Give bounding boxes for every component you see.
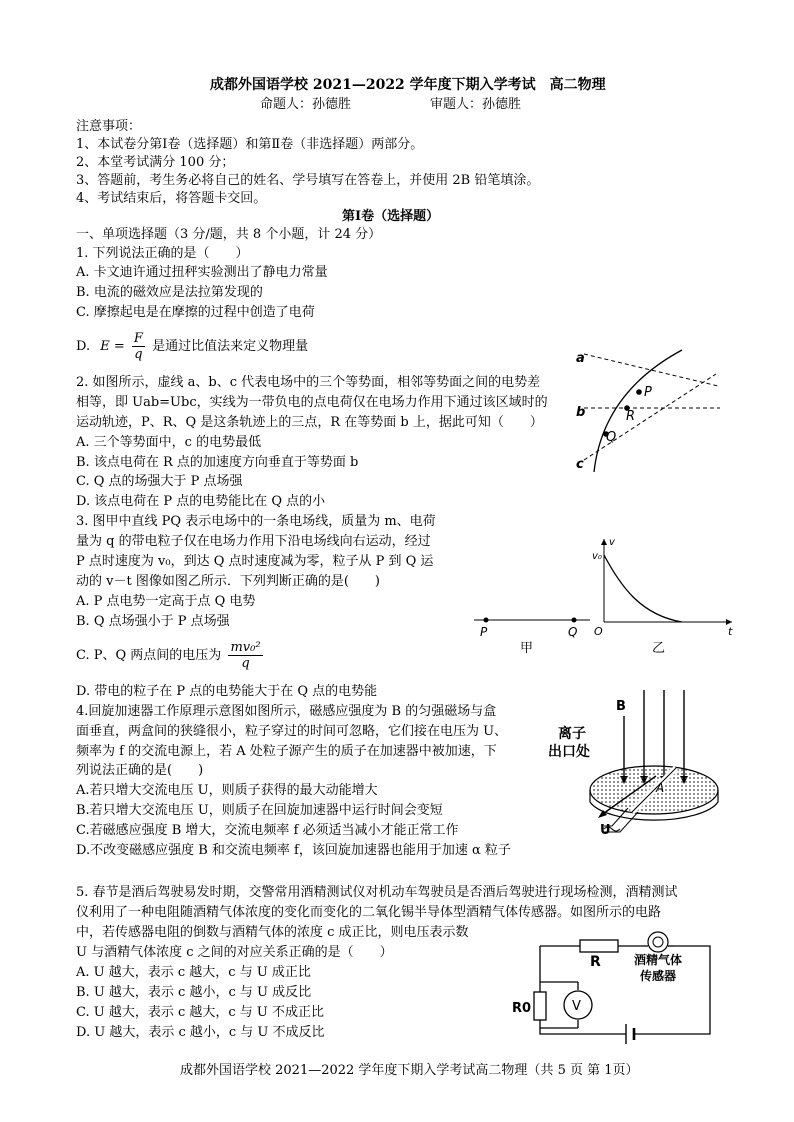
notes-heading: 注意事项： [76, 119, 142, 134]
label-v0: v₀ [592, 551, 602, 562]
q3-option-d: D. 带电的粒子在 P 点的电势能大于在 Q 点的电势能 [76, 684, 378, 699]
label-exit-2: 出口处 [548, 744, 590, 760]
q3-stem-line: 动的 v－t 图像如图乙所示．下列判断正确的是( ) [76, 574, 380, 589]
note-item: 1、本试卷分第Ⅰ卷（选择题）和第Ⅱ卷（非选择题）两部分。 [76, 137, 424, 152]
page-footer: 成都外国语学校 2021—2022 学年度下期入学考试高二物理（共 5 页 第 1页） [180, 1063, 639, 1078]
label-r: R [590, 954, 601, 970]
q1-option-b: B. 电流的磁效应是法拉第发现的 [76, 285, 263, 300]
q2-equipotential-figure [570, 348, 720, 472]
note-item: 4、考试结束后，将答题卡交回。 [76, 191, 267, 206]
label-jia: 甲 [520, 641, 534, 656]
q5-circuit-figure [506, 928, 716, 1046]
q4-cyclotron-figure [540, 688, 720, 834]
label-exit-1: 离子 [558, 726, 586, 742]
label-p: P [480, 625, 488, 639]
label-origin: O [594, 625, 603, 638]
q2-stem-line: 运动轨迹，P、R、Q 是这条轨迹上的三点，R 在等势面 b 上，据此可知（ ） [76, 415, 543, 430]
q5-stem-line: 5. 春节是酒后驾驶易发时期，交警常用酒精测试仪对机动车驾驶员是否酒后驾驶进行现场检测，酒精测试 [76, 885, 678, 900]
q2-option-b: B. 该点电荷在 R 点的加速度方向垂直于等势面 b [76, 455, 359, 470]
author-line: 命题人：孙德胜 [260, 97, 352, 112]
q3-option-a: A. P 点电势一定高于点 Q 电势 [76, 594, 256, 609]
q4-option-b: B.若只增大交流电压 U，则质子在回旋加速器中运行时间会变短 [76, 803, 443, 818]
formula-fraction: $\frac{F}{q}$ [133, 331, 143, 362]
q3-stem-line: 3. 图甲中直线 PQ 表示电场中的一条电场线，质量为 m、电荷 [76, 514, 436, 529]
label-c: c [576, 457, 584, 472]
label-p: P [644, 385, 652, 400]
label-b: B [616, 699, 626, 714]
q1-option-d: D. E = $\frac{F}{q}$ 是通过比值法来定义物理量 [76, 331, 309, 362]
q4-option-a: A.若只增大交流电压 U，则质子获得的最大动能增大 [76, 783, 378, 798]
q2-option-a: A. 三个等势面中，c 的电势最低 [76, 435, 262, 450]
label-sensor-1: 酒精气体 [634, 953, 683, 967]
label-a: a [576, 351, 585, 366]
q2-stem-line: 2. 如图所示，虚线 a、b、c 代表电场中的三个等势面，相邻等势面之间的电势差 [76, 375, 541, 390]
q4-stem-line: 4.回旋加速器工作原理示意图如图所示，磁感应强度为 B 的匀强磁场与盒 [76, 704, 497, 719]
reviewer-line: 审题人：孙德胜 [430, 97, 522, 112]
label-v: v [609, 537, 615, 548]
voltmeter-label: V [572, 999, 581, 1014]
q5-option-a: A. U 越大，表示 c 越大，c 与 U 成正比 [76, 965, 311, 980]
q3-option-b: B. Q 点场强小于 P 点场强 [76, 614, 230, 629]
q1-stem: 1. 下列说法正确的是（ ） [76, 246, 249, 261]
q4-option-c: C.若磁感应强度 B 增大，交流电频率 f 必须适当减小才能正常工作 [76, 823, 459, 838]
section-title: 第Ⅰ卷（选择题） [342, 209, 440, 224]
q1-option-c: C. 摩擦起电是在摩擦的过程中创造了电荷 [76, 305, 315, 320]
q3-stem-line: 量为 q 的带电粒子仅在电场力作用下沿电场线向右运动，经过 [76, 534, 431, 549]
formula-fraction: $\frac{\text{mv₀²}}{q}$ [230, 640, 261, 671]
label-r0: R0 [512, 1001, 532, 1016]
label-q: Q [568, 625, 578, 639]
q3-field-line-figure [466, 540, 592, 660]
q3-vt-graph [590, 535, 736, 660]
q5-stem-line: U 与酒精气体浓度 c 之间的对应关系正确的是（ ） [76, 945, 393, 960]
page-title: 成都外国语学校 2021—2022 学年度下期入学考试 高二物理 [210, 77, 606, 93]
part-heading: 一、单项选择题（3 分/题，共 8 个小题，计 24 分） [76, 227, 382, 242]
q1-option-a: A. 卡文迪许通过扭秤实验测出了静电力常量 [76, 265, 328, 280]
q3-stem-line: P 点时速度为 v₀，到达 Q 点时速度减为零，粒子从 P 到 Q 运 [76, 554, 434, 569]
label-a: A [656, 781, 665, 795]
q5-option-b: B. U 越大，表示 c 越小，c 与 U 成反比 [76, 985, 312, 1000]
q5-option-c: C. U 越大，表示 c 越大，c 与 U 不成正比 [76, 1005, 325, 1020]
q2-stem-line: 相等，即 Uab=Ubc，实线为一带负电的点电荷仅在电场力作用下通过该区域时的 [76, 395, 548, 410]
label-yi: 乙 [652, 641, 666, 656]
label-q: Q [606, 430, 617, 445]
q2-option-c: C. Q 点的场强大于 P 点场强 [76, 474, 243, 489]
q5-stem-line: 仪利用了一种电阻随酒精气体浓度的变化而变化的二氧化锡半导体型酒精气体传感器。如图所示的电路 [76, 905, 662, 920]
q3-option-c: C. P、Q 两点间的电压为 $\frac{\text{mv₀²}}{q}$ [76, 640, 261, 671]
q2-option-d: D. 该点电荷在 P 点的电势能比在 Q 点的小 [76, 494, 326, 509]
note-item: 2、本堂考试满分 100 分； [76, 155, 235, 170]
label-b: b [576, 405, 586, 420]
q4-stem-line: 面垂直，两盒间的狭缝很小，粒子穿过的时间可忽略，它们接在电压为 U、 [76, 724, 508, 739]
label-r: R [626, 409, 636, 424]
q4-option-d: D.不改变磁感应强度 B 和交流电频率 f，该回旋加速器也能用于加速 α 粒子 [76, 843, 511, 858]
q5-stem-line: 中，若传感器电阻的倒数与酒精气体的浓度 c 成正比，则电压表示数 [76, 925, 469, 940]
label-u: U [600, 823, 611, 834]
note-item: 3、答题前，考生务必将自己的姓名、学号填写在答卷上，并使用 2B 铅笔填涂。 [76, 173, 540, 188]
q5-option-d: D. U 越大，表示 c 越小，c 与 U 不成反比 [76, 1025, 325, 1040]
label-t: t [728, 625, 733, 638]
q4-stem-line: 列说法正确的是( ) [76, 763, 204, 778]
label-sensor-2: 传感器 [640, 969, 677, 983]
q4-stem-line: 频率为 f 的交流电源上，若 A 处粒子源产生的质子在加速器中被加速，下 [76, 744, 497, 759]
